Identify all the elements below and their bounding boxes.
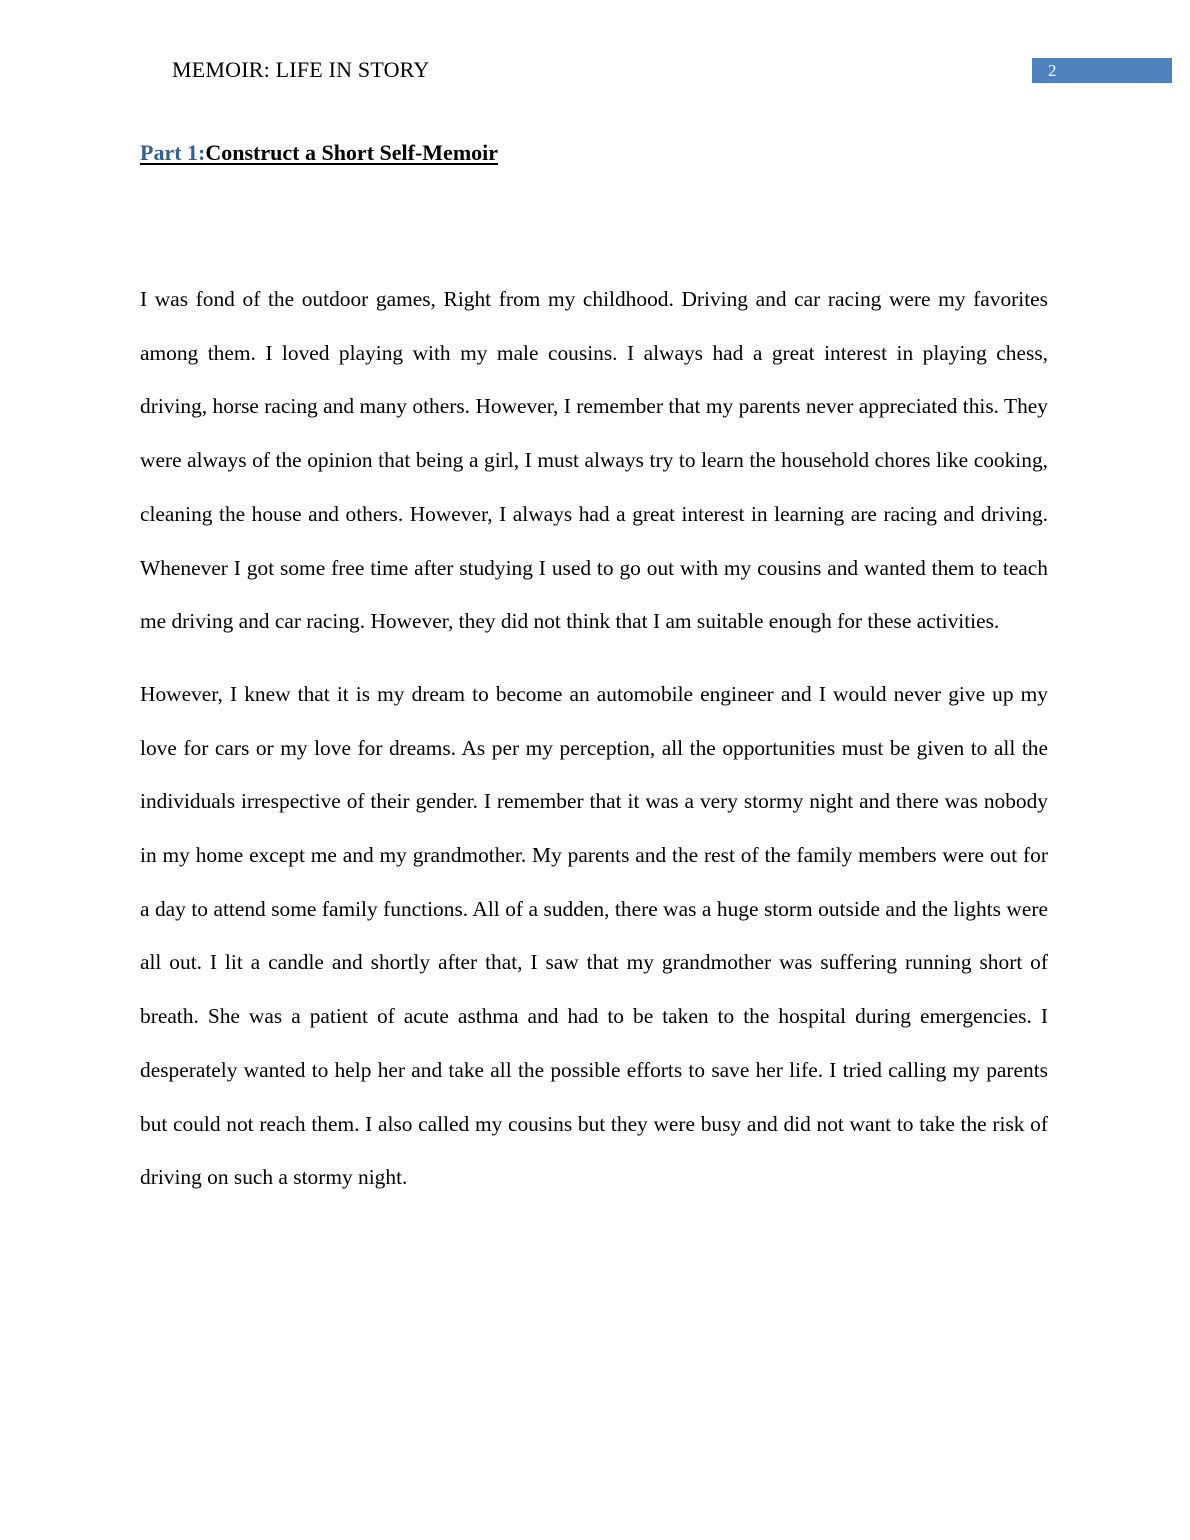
memoir-body xyxy=(140,273,1048,1205)
paragraph-2: However, I knew that it is my dream to become an automobile engineer and I would never give up my love for cars or my love for dreams. As per my perception, all the opportunities must be given to all the individuals irrespective of their gender. I remember that it was a very stormy night and there was nobody in my home except me and my grandmother. My parents and the rest of the family members were out for a day to attend some family functions. All of a sudden, there was a huge storm outside and the lights were all out. I lit a candle and shortly after that, I saw that my grandmother was suffering running short of breath. She was a patient of acute asthma and had to be taken to the hospital during emergencies. I desperately wanted to help her and take all the possible efforts to save her life. I tried calling my parents but could not reach them. I also called my cousins but they were busy and did not want to take the risk of driving on such a stormy night. xyxy=(140,681,1048,1190)
heading-part-label: Part 1: xyxy=(140,140,206,165)
page-number: 2 xyxy=(1048,61,1057,80)
running-head: MEMOIR: LIFE IN STORY xyxy=(172,57,430,82)
heading-part-title: Construct a Short Self-Memoir xyxy=(205,140,499,165)
section-heading xyxy=(140,139,498,167)
page-number-box xyxy=(1032,58,1172,83)
paragraph-1: I was fond of the outdoor games, Right from my childhood. Driving and car racing were my favorites among them. I loved playing with my male cousins. I always had a great interest in playing chess, driving, horse racing and many others. However, I remember that my parents never appreciated this. They were always of the opinion that being a girl, I must always try to learn the household chores like cooking, cleaning the house and others. However, I always had a great interest in learning are racing and driving. Whenever I got some free time after studying I used to go out with my cousins and wanted them to teach me driving and car racing. However, they did not think that I am suitable enough for these activities. xyxy=(140,287,1048,634)
